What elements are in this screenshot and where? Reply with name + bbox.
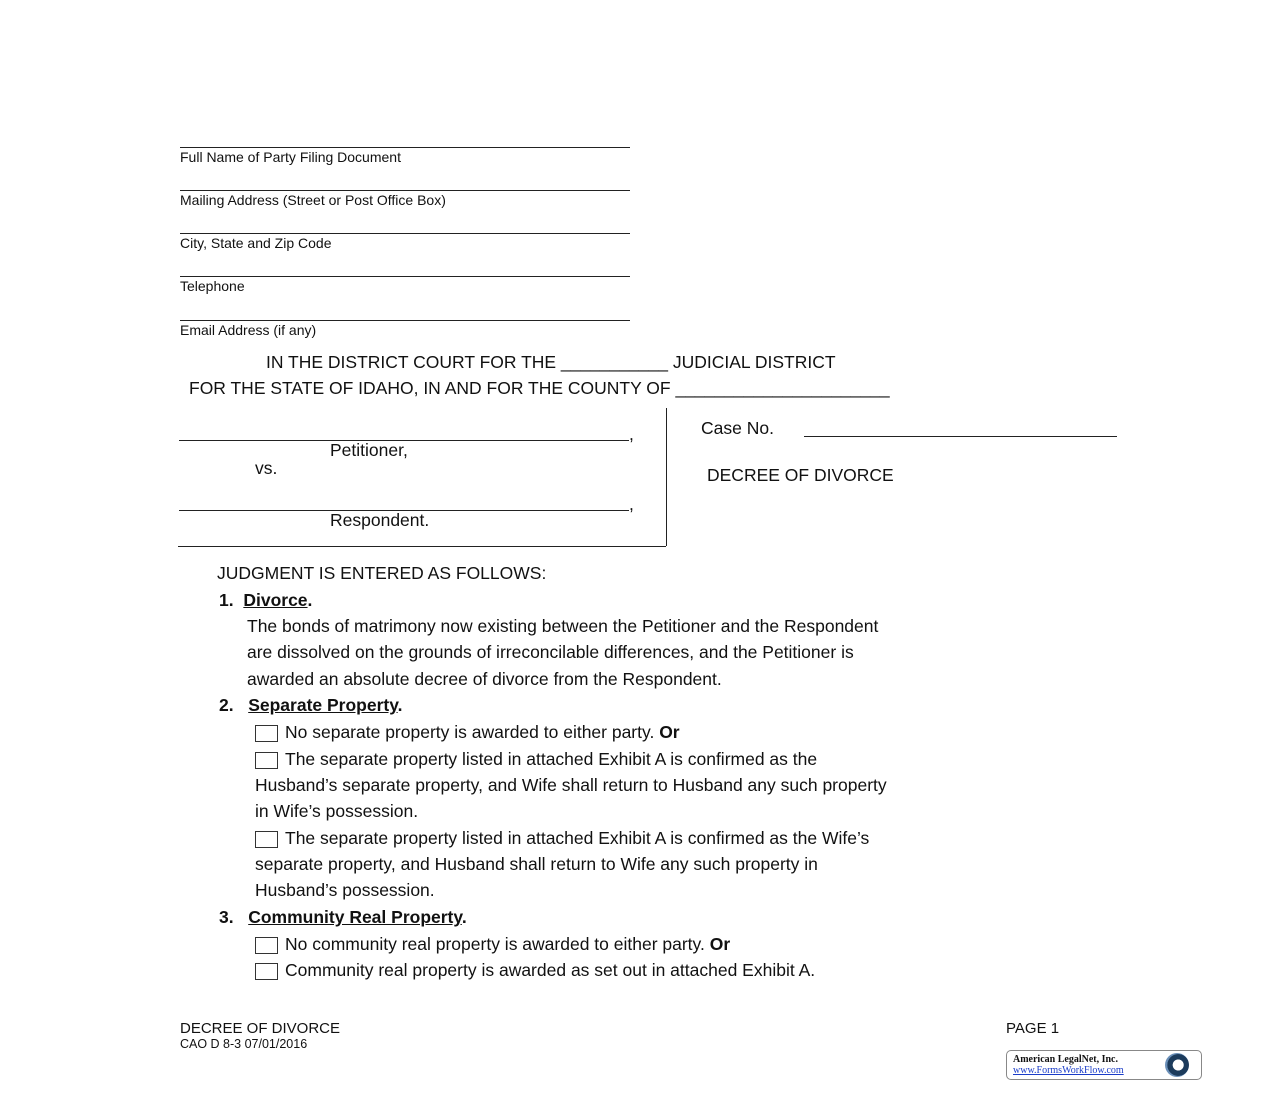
- email-line[interactable]: [180, 320, 630, 321]
- item-1: 1. Divorce.: [219, 590, 313, 610]
- petitioner-label: Petitioner,: [330, 440, 408, 460]
- comma: ,: [629, 494, 634, 514]
- logo-name: American LegalNet, Inc.: [1013, 1054, 1118, 1065]
- checkbox[interactable]: [255, 937, 278, 954]
- checkbox[interactable]: [255, 831, 278, 848]
- name-line[interactable]: [180, 147, 630, 148]
- checkbox[interactable]: [255, 752, 278, 769]
- american-legalnet-logo[interactable]: [1006, 1050, 1202, 1080]
- case-no-label: Case No.: [701, 418, 774, 438]
- option-text: Husband’s separate property, and Wife shall return to Husband any such property: [255, 775, 887, 795]
- option-text: No separate property is awarded to either party. Or: [285, 722, 680, 742]
- page-number: PAGE 1: [1006, 1020, 1060, 1037]
- option-text: Husband’s possession.: [255, 880, 435, 900]
- telephone-label: Telephone: [180, 278, 245, 294]
- option-text: in Wife’s possession.: [255, 801, 419, 821]
- option-text: No community real property is awarded to either party. Or: [285, 934, 731, 954]
- court-line-1: IN THE DISTRICT COURT FOR THE ___________ JUDICIAL DISTRICT: [266, 352, 836, 372]
- item-1-text: are dissolved on the grounds of irreconcilable differences, and the Petitioner is: [247, 642, 854, 662]
- item-3: 3. Community Real Property.: [219, 907, 467, 927]
- footer-title: DECREE OF DIVORCE: [180, 1020, 341, 1037]
- caption-bottom-rule: [178, 546, 666, 547]
- telephone-line[interactable]: [180, 276, 630, 277]
- logo-link[interactable]: www.FormsWorkFlow.com: [1013, 1065, 1124, 1076]
- address-line[interactable]: [180, 190, 630, 191]
- option-text: The separate property listed in attached Exhibit A is confirmed as the: [285, 749, 818, 769]
- item-1-text: The bonds of matrimony now existing between the Petitioner and the Respondent: [247, 616, 879, 636]
- vs-label: vs.: [255, 458, 278, 478]
- item-2: 2. Separate Property.: [219, 695, 403, 715]
- caption-divider: [666, 408, 667, 546]
- court-line-2: FOR THE STATE OF IDAHO, IN AND FOR THE COUNTY OF ______________________: [189, 378, 890, 398]
- option-text: The separate property listed in attached Exhibit A is confirmed as the Wife’s: [285, 828, 870, 848]
- respondent-label: Respondent.: [330, 510, 430, 530]
- judgment-heading: JUDGMENT IS ENTERED AS FOLLOWS:: [217, 563, 547, 583]
- email-label: Email Address (if any): [180, 322, 317, 338]
- comma: ,: [629, 424, 634, 444]
- city-line[interactable]: [180, 233, 630, 234]
- city-label: City, State and Zip Code: [180, 235, 332, 251]
- checkbox[interactable]: [255, 725, 278, 742]
- document-title: DECREE OF DIVORCE: [707, 465, 894, 485]
- option-text: Community real property is awarded as set out in attached Exhibit A.: [285, 960, 816, 980]
- checkbox[interactable]: [255, 963, 278, 980]
- address-label: Mailing Address (Street or Post Office Box): [180, 192, 446, 208]
- option-text: separate property, and Husband shall return to Wife any such property in: [255, 854, 818, 874]
- name-label: Full Name of Party Filing Document: [180, 149, 401, 165]
- globe-icon: [1165, 1053, 1189, 1077]
- item-1-text: awarded an absolute decree of divorce from the Respondent.: [247, 669, 722, 689]
- case-no-line[interactable]: [804, 436, 1117, 437]
- form-id: CAO D 8-3 07/01/2016: [180, 1037, 308, 1051]
